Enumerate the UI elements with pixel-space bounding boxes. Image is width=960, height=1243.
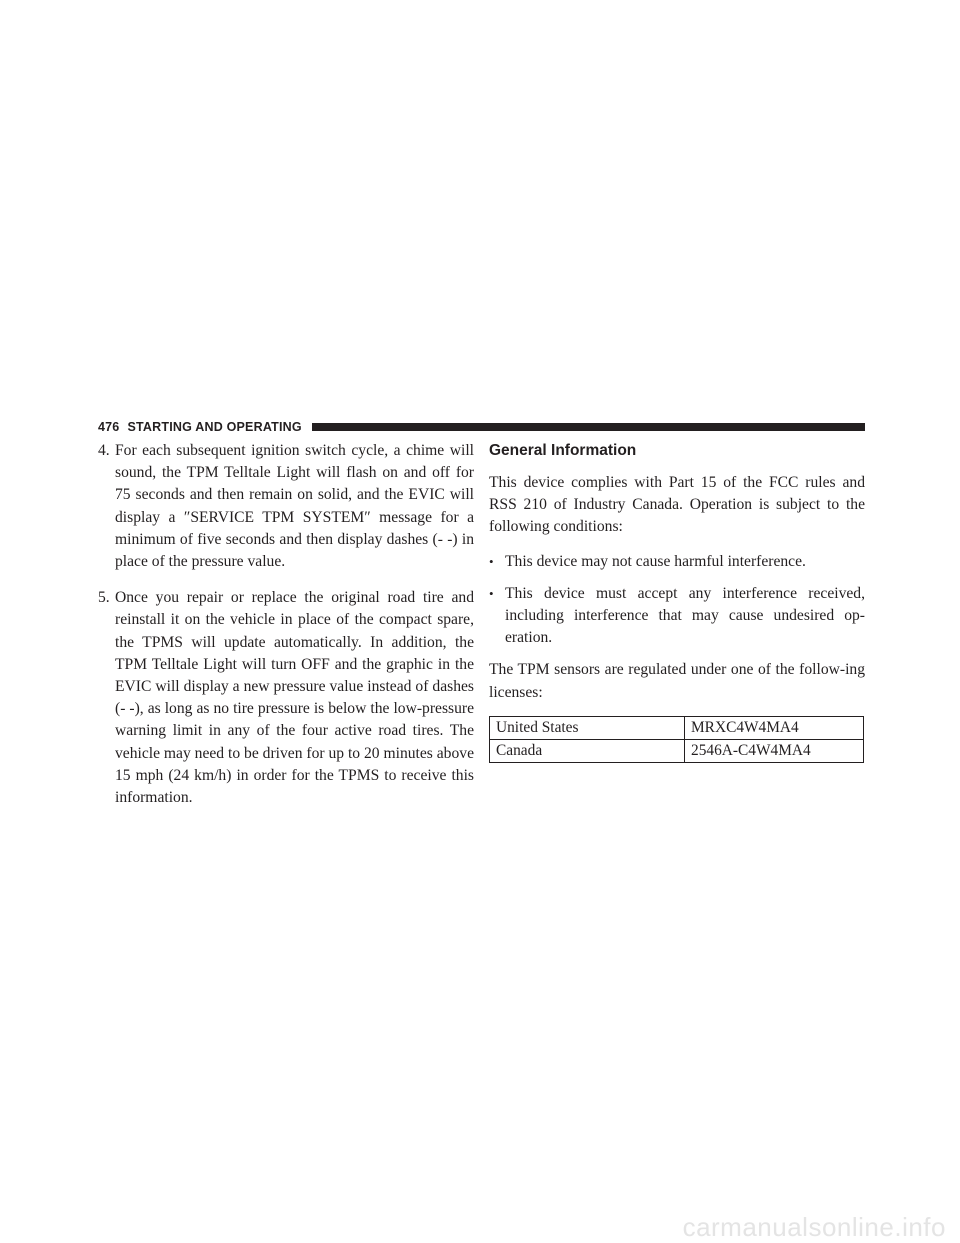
table-row	[490, 739, 864, 762]
list-item-number: 5.	[98, 589, 110, 607]
table-cell-region: United States	[490, 716, 685, 739]
table-cell-region: Canada	[490, 739, 685, 762]
licenses-intro: The TPM sensors are regulated under one of the follow-ing licenses:	[489, 661, 865, 701]
table-cell-license: MRXC4W4MA4	[685, 716, 864, 739]
bullet-icon: •	[489, 553, 494, 569]
right-column	[489, 440, 865, 763]
list-item-text: Once you repair or replace the original road tire and reinstall it on the vehicle in place of the compact spare, the TPMS will update automatically. In addition, the TPM Telltale Light will turn OFF and the graphic in the EVIC will display a new pressure value instead of dashes (- -), as long as no tire pressure is below the low-pressure warning limit in any of the four active road tires. The vehicle may need to be driven for up to 20 minutes above 15 mph (24 km/h) in order for the TPMS to receive this information.	[115, 589, 474, 807]
bullet-text: This device must accept any interference received, including interference that may cause undesired op-eration.	[505, 584, 865, 647]
left-column	[98, 440, 474, 823]
page-number: 476	[98, 420, 120, 434]
list-item-text: For each subsequent ignition switch cycle, a chime will sound, the TPM Telltale Light will flash on and off for 75 seconds and then remain on solid, and the EVIC will display a ″SERVICE TPM SYSTEM″ message for a minimum of five seconds and then display dashes (- -) in place of the pressure value.	[115, 442, 474, 571]
bullet-text: This device may not cause harmful interference.	[505, 552, 806, 570]
watermark: carmanualsonline.info	[682, 1212, 946, 1242]
bullet-icon: •	[489, 585, 494, 601]
table-cell-license: 2546A-C4W4MA4	[685, 739, 864, 762]
list-item-number: 4.	[98, 442, 110, 459]
licenses-table	[489, 716, 864, 763]
intro-paragraph: This device complies with Part 15 of the FCC rules and RSS 210 of Industry Canada. Operation is subject to the following conditions:	[489, 474, 865, 536]
section-heading: General Information	[489, 442, 637, 459]
section-title: STARTING AND OPERATING	[127, 420, 302, 434]
bullet-item	[489, 551, 865, 573]
page-header	[98, 418, 865, 436]
table-row	[490, 716, 864, 739]
list-item	[98, 440, 474, 573]
bullet-item	[489, 583, 865, 650]
header-rule	[312, 423, 865, 431]
list-item	[98, 587, 474, 809]
